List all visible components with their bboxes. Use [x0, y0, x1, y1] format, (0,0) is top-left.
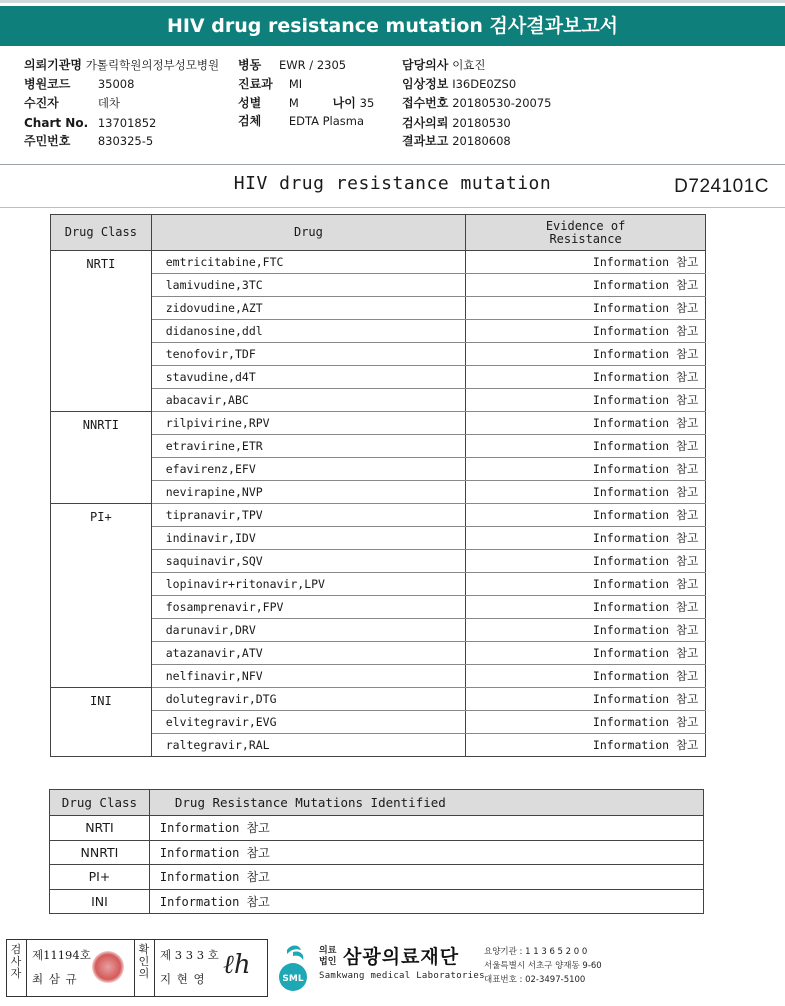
table-row	[51, 412, 706, 435]
drug-name-cell: etravirine,ETR	[151, 435, 465, 458]
evidence-cell: Information 참고	[466, 619, 706, 642]
drug-name-cell: fosamprenavir,FPV	[151, 596, 465, 619]
top-rule	[0, 0, 785, 3]
drug-class-cell: NRTI	[50, 816, 150, 841]
institution-value: 가톨릭학원의정부성모병원	[85, 58, 220, 72]
ward-label: 병동	[238, 58, 262, 72]
section-title: HIV drug resistance mutation	[233, 173, 552, 194]
drug-name-cell: emtricitabine,FTC	[151, 251, 465, 274]
org-contact	[484, 945, 602, 987]
chart-no-value: 13701852	[97, 116, 157, 130]
hospital-code-row	[24, 75, 134, 93]
evidence-cell: Information 참고	[466, 274, 706, 297]
mutation-cell: Information 참고	[149, 865, 703, 890]
department-label: 진료과	[238, 77, 273, 91]
specimen-value: EDTA Plasma	[288, 114, 365, 128]
org-type-line2: 법인	[319, 957, 337, 967]
divider	[0, 207, 785, 208]
org-address: 서울특별시 서초구 양재동 9-60	[484, 961, 602, 971]
examinee-label: 수진자	[24, 96, 59, 110]
drug-name-cell: stavudine,d4T	[151, 366, 465, 389]
examiner-license: 제11194호	[32, 948, 91, 962]
report-date-value: 20180608	[452, 134, 511, 148]
department-row	[238, 75, 302, 93]
divider	[154, 939, 155, 997]
org-phone: 대표번호 : 02-3497-5100	[484, 975, 586, 985]
col-evidence-line1: Evidence of	[545, 218, 626, 233]
org-code: 요양기관 : 1 1 3 6 5 2 0 0	[484, 947, 588, 957]
evidence-cell: Information 참고	[466, 320, 706, 343]
evidence-cell: Information 참고	[466, 688, 706, 711]
signature-icon: ℓh	[223, 950, 251, 980]
drug-class-cell: INI	[50, 889, 150, 914]
drug-class-cell: NNRTI	[50, 840, 150, 865]
evidence-cell: Information 참고	[466, 297, 706, 320]
table-row	[50, 865, 704, 890]
specimen-row	[238, 112, 364, 130]
drug-resistance-table	[50, 214, 706, 757]
doctor-row	[402, 56, 486, 74]
evidence-cell: Information 참고	[466, 481, 706, 504]
ward-value: EWR / 2305	[279, 58, 347, 72]
chart-no-label: Chart No.	[24, 116, 89, 130]
examiner-name: 최 삼 규	[32, 972, 78, 986]
doctor-value: 이효진	[452, 58, 486, 72]
evidence-cell: Information 참고	[466, 458, 706, 481]
drug-name-cell: darunavir,DRV	[151, 619, 465, 642]
divider	[134, 939, 135, 997]
evidence-cell: Information 참고	[466, 435, 706, 458]
evidence-cell: Information 참고	[466, 527, 706, 550]
examinee-value: 데차	[97, 96, 121, 110]
drug-class-cell: INI	[51, 688, 152, 757]
test-code: D724101C	[674, 176, 769, 197]
evidence-cell: Information 참고	[466, 550, 706, 573]
sex-label: 성별	[238, 96, 262, 110]
clinical-info-label: 임상정보	[402, 77, 449, 91]
ward-row	[238, 56, 346, 74]
request-date-value: 20180530	[452, 116, 511, 130]
evidence-cell: Information 참고	[466, 504, 706, 527]
table-header-row	[50, 790, 704, 816]
receipt-row	[402, 94, 551, 112]
confirmer-label: 확인의	[138, 943, 150, 980]
drug-name-cell: rilpivirine,RPV	[151, 412, 465, 435]
hospital-code-label: 병원코드	[24, 77, 71, 91]
table-row	[51, 688, 706, 711]
evidence-cell: Information 참고	[466, 366, 706, 389]
table-header-row	[51, 215, 706, 251]
drug-name-cell: lopinavir+ritonavir,LPV	[151, 573, 465, 596]
table-row	[50, 816, 704, 841]
drug-name-cell: lamivudine,3TC	[151, 274, 465, 297]
drug-name-cell: tenofovir,TDF	[151, 343, 465, 366]
evidence-cell: Information 참고	[466, 573, 706, 596]
drug-name-cell: nevirapine,NVP	[151, 481, 465, 504]
confirmer-license: 제 3 3 3 호	[160, 948, 219, 962]
col-mutations: Drug Resistance Mutations Identified	[149, 790, 703, 816]
col-drug: Drug	[151, 215, 465, 251]
drug-name-cell: saquinavir,SQV	[151, 550, 465, 573]
report-date-label: 결과보고	[402, 134, 449, 148]
evidence-cell: Information 참고	[466, 711, 706, 734]
table-row	[51, 504, 706, 527]
logo-text: SML	[282, 974, 304, 984]
drug-class-cell: PI+	[50, 865, 150, 890]
mutations-table	[49, 789, 704, 914]
drug-class-cell: NNRTI	[51, 412, 152, 504]
org-name-kr: 삼광의료재단	[343, 946, 460, 968]
evidence-cell: Information 참고	[466, 389, 706, 412]
age-label: 나이	[332, 96, 356, 110]
id-no-row	[24, 132, 153, 150]
evidence-cell: Information 참고	[466, 642, 706, 665]
examinee-row	[24, 94, 120, 112]
mutation-cell: Information 참고	[149, 889, 703, 914]
org-name-en: Samkwang medical Laboratories	[319, 971, 485, 981]
receipt-label: 접수번호	[402, 96, 449, 110]
evidence-cell: Information 참고	[466, 596, 706, 619]
sex-value: M	[288, 96, 299, 110]
evidence-cell: Information 참고	[466, 251, 706, 274]
drug-name-cell: didanosine,ddl	[151, 320, 465, 343]
department-value: MI	[288, 77, 303, 91]
mutation-cell: Information 참고	[149, 816, 703, 841]
evidence-cell: Information 참고	[466, 734, 706, 757]
doctor-label: 담당의사	[402, 58, 449, 72]
drug-name-cell: efavirenz,EFV	[151, 458, 465, 481]
drug-class-cell: PI+	[51, 504, 152, 688]
report-title: HIV drug resistance mutation 검사결과보고서	[0, 6, 785, 46]
col-drug-class: Drug Class	[50, 790, 150, 816]
institution-label: 의뢰기관명	[24, 58, 82, 72]
drug-class-cell: NRTI	[51, 251, 152, 412]
evidence-cell: Information 참고	[466, 412, 706, 435]
report-date-row	[402, 132, 511, 150]
drug-name-cell: indinavir,IDV	[151, 527, 465, 550]
drug-name-cell: raltegravir,RAL	[151, 734, 465, 757]
table-row	[51, 251, 706, 274]
drug-name-cell: abacavir,ABC	[151, 389, 465, 412]
clinical-info-value: I36DE0ZS0	[452, 77, 517, 91]
sml-logo-icon	[273, 944, 313, 992]
drug-name-cell: elvitegravir,EVG	[151, 711, 465, 734]
divider	[26, 939, 27, 997]
drug-name-cell: nelfinavir,NFV	[151, 665, 465, 688]
clinical-info-row	[402, 75, 516, 93]
evidence-cell: Information 참고	[466, 665, 706, 688]
drug-name-cell: tipranavir,TPV	[151, 504, 465, 527]
org-type-line1: 의료	[319, 946, 337, 956]
drug-name-cell: atazanavir,ATV	[151, 642, 465, 665]
col-evidence	[466, 215, 706, 251]
drug-name-cell: zidovudine,AZT	[151, 297, 465, 320]
id-no-value: 830325-5	[97, 134, 154, 148]
confirmer-name: 지 현 영	[160, 972, 206, 986]
institution-row	[24, 56, 219, 74]
col-evidence-line2: Resistance	[549, 231, 622, 246]
mutation-cell: Information 참고	[149, 840, 703, 865]
id-no-label: 주민번호	[24, 134, 71, 148]
evidence-cell: Information 참고	[466, 343, 706, 366]
request-date-label: 검사의뢰	[402, 116, 449, 130]
age-value: 35	[359, 96, 375, 110]
table-row	[50, 889, 704, 914]
seal-stamp-icon	[92, 951, 124, 983]
divider	[0, 164, 785, 165]
chart-no-row	[24, 114, 156, 132]
sex-age-row	[238, 94, 374, 112]
hospital-code-value: 35008	[97, 77, 135, 91]
receipt-value: 20180530-20075	[452, 96, 552, 110]
table-row	[50, 840, 704, 865]
col-drug-class: Drug Class	[51, 215, 152, 251]
org-type	[319, 946, 336, 968]
request-date-row	[402, 114, 511, 132]
specimen-label: 검체	[238, 114, 262, 128]
examiner-label: 검사자	[10, 943, 22, 980]
drug-name-cell: dolutegravir,DTG	[151, 688, 465, 711]
